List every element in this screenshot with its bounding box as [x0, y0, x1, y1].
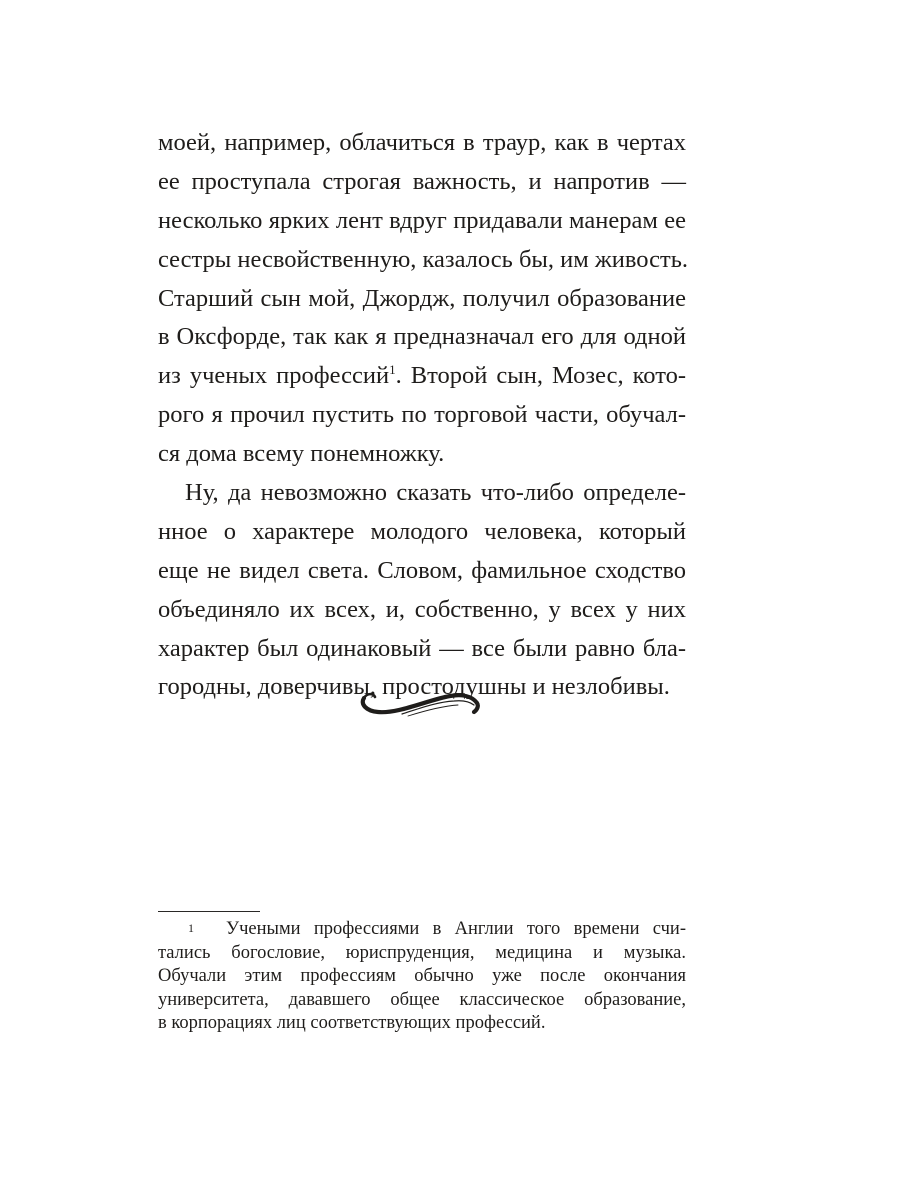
text-line: ся дома всему понемножку. [158, 440, 445, 468]
footnote [158, 918, 686, 1036]
text-line: несколько ярких лент вдруг придавали манерам ее [158, 206, 686, 234]
text-line: нное о характере молодого человека, который [158, 517, 686, 545]
text-line: моей, например, облачиться в траур, как в чертах [158, 129, 686, 156]
footnote-line: тались богословие, юриспруденция, медицина и музыка. [158, 942, 686, 963]
text-line: рого я прочил пустить по торговой части, обучал- [158, 401, 686, 429]
footnote-marker: 1 [188, 921, 194, 935]
text-line: городны, доверчивы, простодушны и незлобивы. [158, 673, 670, 701]
swash-ornament-icon [358, 684, 482, 724]
text-line: еще не видел света. Словом, фамильное сходство [158, 556, 686, 584]
text-line-with-footnote-ref [158, 357, 686, 396]
text-line: Старший сын мой, Джордж, получил образование [158, 284, 686, 312]
text-segment: . Второй сын, Мозес, кото- [395, 362, 687, 390]
text-segment: из ученых профессий [158, 362, 390, 390]
footnote-divider [158, 911, 260, 912]
text-line: в Оксфорде, так как я предназначал его для одной [158, 323, 686, 351]
paragraph-2 [158, 474, 686, 707]
footnote-line: Обучали этим профессиям обычно уже после окончания [158, 966, 686, 987]
text-line: характер был одинаковый — все были равно бла- [158, 634, 686, 662]
footnote-line: в корпорациях лиц соответствующих профессий. [158, 1013, 546, 1034]
footnote-text: Учеными профессиями в Англии того времени счи- [226, 919, 686, 939]
paragraph-1 [158, 124, 689, 474]
footnote-line: университета, дававшего общее классическое образование, [158, 989, 686, 1010]
text-line: ее проступала строгая важность, и напротив — [158, 167, 686, 195]
main-text [158, 124, 689, 707]
footnote-line [158, 918, 686, 942]
text-line: Ну, да невозможно сказать что-либо определе- [185, 479, 686, 507]
text-line: сестры несвойственную, казалось бы, им живость. [158, 245, 689, 273]
footnote-reference[interactable]: 1 [389, 362, 396, 378]
text-line: объединяло их всех, и, собственно, у всех у них [158, 595, 686, 623]
